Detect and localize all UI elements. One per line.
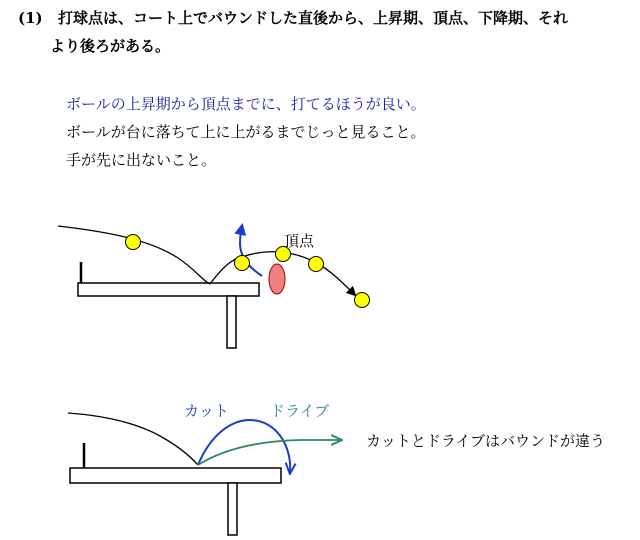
- drive-trajectory: [198, 440, 340, 465]
- advice-point-1: ボールの上昇期から頂点までに、打てるほうが良い。: [66, 95, 426, 113]
- ball-rising: [235, 256, 250, 271]
- ball-incoming: [126, 235, 141, 250]
- bounce-caption: カットとドライブはバウンドが違う: [366, 432, 605, 450]
- ball-late: [355, 293, 370, 308]
- advice-point-2: ボールが台に落ちて上に上がるまでじっと見ること。: [66, 123, 426, 141]
- apex-label: 頂点: [284, 232, 315, 250]
- cut-label: カット: [184, 402, 229, 420]
- drive-label: ドライブ: [270, 402, 330, 420]
- ball-falling: [309, 257, 324, 272]
- heading-line-1: 打球点は、コート上でバウンドした直後から、上昇期、頂点、下降期、それ: [58, 9, 569, 27]
- racket: [269, 264, 285, 294]
- advice-point-3: 手が先に出ないこと。: [66, 151, 217, 169]
- section-number: (1): [18, 9, 43, 27]
- table-2: [70, 443, 281, 535]
- heading-line-2: より後ろがある。: [50, 37, 171, 55]
- table-1: [78, 262, 259, 348]
- incoming-trajectory-2: [68, 413, 198, 465]
